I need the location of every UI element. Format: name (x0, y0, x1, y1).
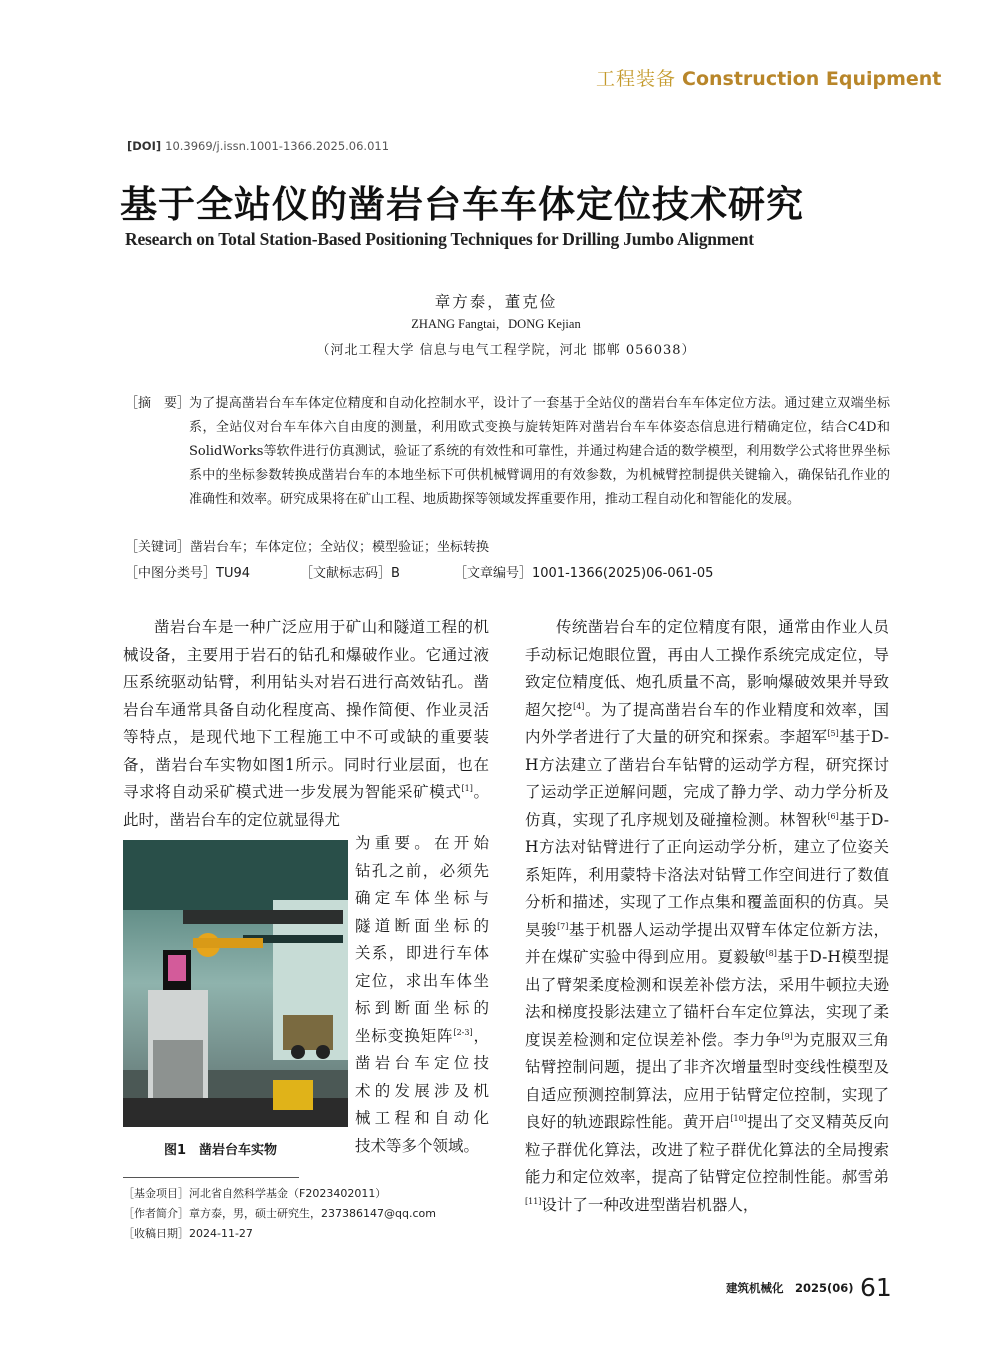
right-paragraph-text: 基于D-H方法建立了凿岩台车钻臂的运动学方程，研究探讨了运动学正逆解问题，完成了静力学、动力学分析及仿真，实现了孔序规划及碰撞检测。林智秋 (525, 728, 889, 829)
doc-code-row (300, 562, 400, 581)
keywords-row (125, 536, 489, 555)
citation: [10] (730, 1113, 747, 1123)
keywords-text: 凿岩台车；车体定位；全站仪；模型验证；坐标转换 (190, 540, 490, 555)
wrap-line: 钻孔之前，必须先 (355, 861, 489, 880)
article-no-row (454, 562, 713, 581)
wrap-text (355, 830, 489, 1160)
citation: [9] (781, 1031, 793, 1041)
wrap-line: 为重要。在开始 (355, 834, 489, 852)
abstract-label: ［摘 要］ (125, 396, 191, 411)
citation: [2-3] (453, 1027, 473, 1037)
abstract-text: 为了提高凿岩台车车体定位精度和自动化控制水平，设计了一套基于全站仪的凿岩台车车体定位方法。通过建立双端坐标系，全站仪对台车车体六自由度的测量，利用欧式变换与旋转矩阵对凿岩台车车体姿态信息进行精确定位，结合C4D和SolidWorks等软件进行仿真测试，验证了系统的有效性和可靠性，并通过构建合适的数学模型，利用数学公式将世界坐标系中的坐标参数转换成凿岩台车的本地坐标下可供机械臂调用的有效参数，为机械臂控制提供关键输入，确保钻孔作业的准确性和效率。研究成果将在矿山工程、地质勘探等领域发挥重要作用，推动工程自动化和智能化的发展。 (189, 396, 890, 507)
citation: [7] (557, 921, 569, 931)
clc-label: ［中图分类号］ (125, 566, 217, 581)
right-column (525, 614, 889, 1219)
left-paragraph-1-tail: 。此时，凿岩台车的定位就显得尤 (123, 783, 489, 829)
wrap-line-last: 技术等多个领域。 (355, 1136, 480, 1155)
right-paragraph-text: 基于D-H模型提出了臂架柔度检测和误差补偿方法，采用牛顿拉夫逊法和梯度投影法建立了锚杆台车定位算法，实现了柔度误差检测和定位误差补偿。李力争 (525, 948, 889, 1049)
right-paragraph-text: 设计了一种改进型凿岩机器人， (541, 1195, 759, 1214)
figure-caption: 图1 凿岩台车实物 (164, 1143, 278, 1158)
section-header-cn: 工程装备 (596, 68, 677, 90)
right-paragraph-1 (525, 614, 889, 1219)
clc-value: TU94 (216, 566, 251, 581)
article-no-value: 1001-1366(2025)06-061-05 (532, 566, 714, 581)
authors-cn: 章方泰，董克俭 (434, 293, 558, 311)
left-paragraph-1-text: 凿岩台车是一种广泛应用于矿山和隧道工程的机械设备，主要用于岩石的钻孔和爆破作业。它通过液压系统驱动钻臂，利用钻头对岩石进行高效钻孔。凿岩台车通常具备自动化程度高、操作简便、作业灵活等特点，是现代地下工程施工中不可或缺的重要装备，凿岩台车实物如图1所示。同时行业层面，也在寻求将自动采矿模式进一步发展为智能采矿模式 (123, 618, 489, 801)
wrap-line: 术的发展涉及机 (355, 1081, 489, 1100)
doc-code-value: B (391, 566, 400, 581)
citation: [5] (827, 728, 839, 738)
right-paragraph-text: 。为了提高凿岩台车的作业精度和效率，国内外学者进行了大量的研究和探索。李超军 (525, 700, 889, 746)
wrap-line: 关系，即进行车体 (355, 944, 489, 962)
clc-row (125, 562, 250, 581)
footnotes (123, 1184, 436, 1244)
title-en: Research on Total Station-Based Positioning Techniques for Drilling Jumbo Alignment (125, 229, 754, 249)
right-paragraph-text: 传统凿岩台车的定位精度有限，通常由作业人员手动标记炮眼位置，再由人工操作系统完成定位，导致定位精度低、炮孔质量不高，影响爆破效果并导致超欠挖 (525, 618, 889, 719)
right-paragraph-text: 为克服双三角钻臂控制问题，提出了非齐次增量型时变线性模型及自适应预测控制算法，应用于钻臂定位控制，实现了良好的轨迹跟踪性能。黄开启 (525, 1030, 889, 1131)
section-header-en: Construction Equipment (682, 68, 942, 90)
drilling-jumbo-photo (123, 840, 348, 1127)
doi-line (127, 139, 389, 153)
section-header (596, 64, 941, 91)
doi-label: [DOI] (127, 139, 162, 153)
left-paragraph-1 (123, 614, 489, 834)
article-no-label: ［文章编号］ (454, 566, 533, 581)
citation: [6] (827, 811, 839, 821)
keywords-label: ［关键词］ (125, 540, 191, 555)
wrap-line-ref: 坐标变换矩阵[2-3]， (355, 1026, 489, 1045)
right-paragraph-text: 提出了交叉精英反向粒子群优化算法，改进了粒子群优化算法的全局搜索能力和定位效率，提高了钻臂定位控制性能。郝雪弟 (525, 1113, 889, 1186)
title-cn: 基于全站仪的凿岩台车车体定位技术研究 (120, 182, 804, 226)
left-column (123, 614, 489, 834)
citation: [11] (525, 1196, 542, 1206)
citation: [4] (573, 701, 585, 711)
wrap-line: 械工程和自动化 (355, 1109, 489, 1127)
wrap-line: 隧道断面坐标的 (355, 916, 489, 935)
wrap-line: 定位，求出车体坐 (355, 971, 489, 990)
right-paragraph-text: 基于机器人运动学提出双臂车体定位新方法，并在煤矿实验中得到应用。夏毅敏 (525, 920, 889, 966)
citation: [8] (765, 948, 777, 958)
citation: [1] (461, 783, 473, 793)
page-number: 61 (860, 1273, 892, 1302)
footnote-fund: ［基金项目］河北省自然科学基金（F2023402011） (123, 1187, 387, 1200)
footnote-author: ［作者简介］章方泰，男，硕士研究生，237386147@qq.com (123, 1207, 436, 1220)
wrap-line: 标到断面坐标的 (355, 999, 489, 1017)
right-paragraph-text: 基于D-H方法对钻臂进行了正向运动学分析，建立了位姿关系矩阵，利用蒙特卡洛法对钻臂工作空间进行了数值分析和描述，实现了工作点集和覆盖面积的仿真。吴昊骏 (525, 810, 889, 939)
footnote-date: ［收稿日期］2024-11-27 (123, 1227, 253, 1240)
footnote-divider (123, 1177, 299, 1178)
affiliation: （河北工程大学 信息与电气工程学院，河北 邯郸 056038） (316, 343, 696, 358)
figure-drilling-jumbo (123, 840, 348, 1127)
doi-value: 10.3969/j.issn.1001-1366.2025.06.011 (165, 139, 390, 153)
abstract (125, 392, 890, 512)
wrap-line: 确定车体坐标与 (355, 889, 489, 907)
journal-footer: 建筑机械化 2025(06) (726, 1281, 854, 1295)
doc-code-label: ［文献标志码］ (300, 566, 392, 581)
wrap-line: 凿岩台车定位技 (355, 1054, 489, 1072)
authors-en: ZHANG Fangtai，DONG Kejian (411, 317, 581, 331)
